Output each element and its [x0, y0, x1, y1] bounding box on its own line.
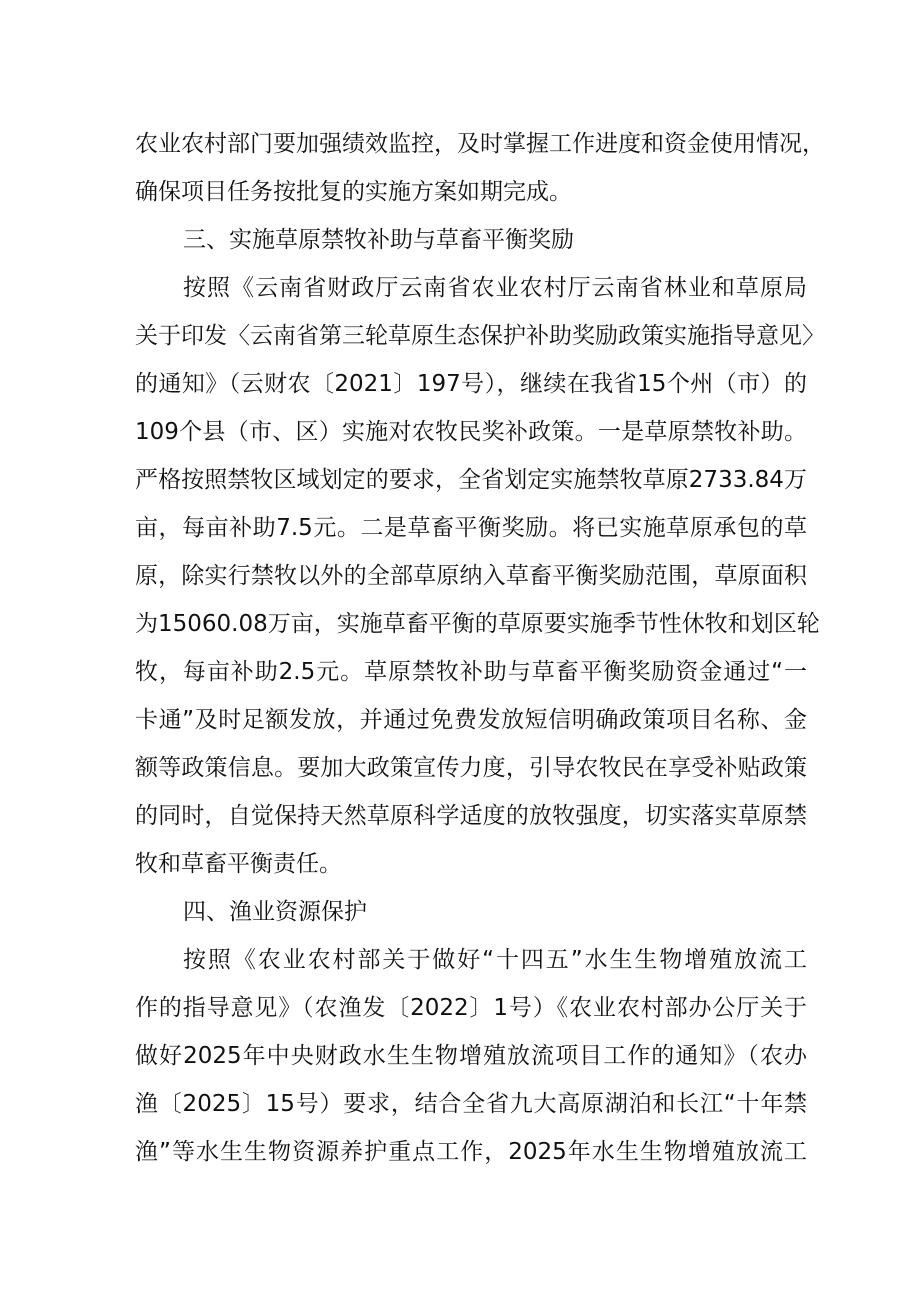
- text-line: 亩，每亩补助7.5元。二是草畜平衡奖励。将已实施草原承包的草: [135, 515, 807, 541]
- text-line: 关于印发〈云南省第三轮草原生态保护补助奖励政策实施指导意见〉: [135, 323, 825, 349]
- text-line: 牧，每亩补助2.5元。草原禁牧补助与草畜平衡奖励资金通过“一: [135, 659, 807, 685]
- text-line: 按照《农业农村部关于做好“十四五”水生生物增殖放流工: [183, 947, 807, 973]
- document-body: [135, 120, 825, 1176]
- section-heading-3: 三、实施草原禁牧补助与草畜平衡奖励: [183, 227, 574, 253]
- text-line: 额等政策信息。要加大政策宣传力度，引导农牧民在享受补贴政策: [135, 755, 807, 781]
- text-line: 的同时，自觉保持天然草原科学适度的放牧强度，切实落实草原禁: [135, 803, 807, 829]
- text-line: 农业农村部门要加强绩效监控，及时掌握工作进度和资金使用情况，: [135, 131, 825, 157]
- text-line: 渔”等水生生物资源养护重点工作，2025年水生生物增殖放流工: [135, 1139, 807, 1165]
- text-line: 卡通”及时足额发放，并通过免费发放短信明确政策项目名称、金: [135, 707, 807, 733]
- text-line: 为15060.08万亩，实施草畜平衡的草原要实施季节性休牧和划区轮: [135, 611, 820, 637]
- text-line: 的通知》（云财农〔2021〕197号），继续在我省15个州（市）的: [135, 371, 807, 397]
- text-line: 作的指导意见》（农渔发〔2022〕1号）《农业农村部办公厅关于: [135, 995, 807, 1021]
- text-line: 做好2025年中央财政水生生物增殖放流项目工作的通知》（农办: [135, 1043, 807, 1069]
- text-line: 109个县（市、区）实施对农牧民奖补政策。一是草原禁牧补助。: [135, 419, 807, 445]
- text-line: 确保项目任务按批复的实施方案如期完成。: [135, 179, 572, 205]
- text-line: 严格按照禁牧区域划定的要求，全省划定实施禁牧草原2733.84万: [135, 467, 807, 493]
- section-heading-4: 四、渔业资源保护: [183, 899, 367, 925]
- text-line: 按照《云南省财政厅云南省农业农村厅云南省林业和草原局: [183, 275, 807, 301]
- text-line: 渔〔2025〕15号）要求，结合全省九大高原湖泊和长江“十年禁: [135, 1091, 807, 1117]
- text-line: 牧和草畜平衡责任。: [135, 851, 342, 877]
- text-line: 原，除实行禁牧以外的全部草原纳入草畜平衡奖励范围，草原面积: [135, 563, 807, 589]
